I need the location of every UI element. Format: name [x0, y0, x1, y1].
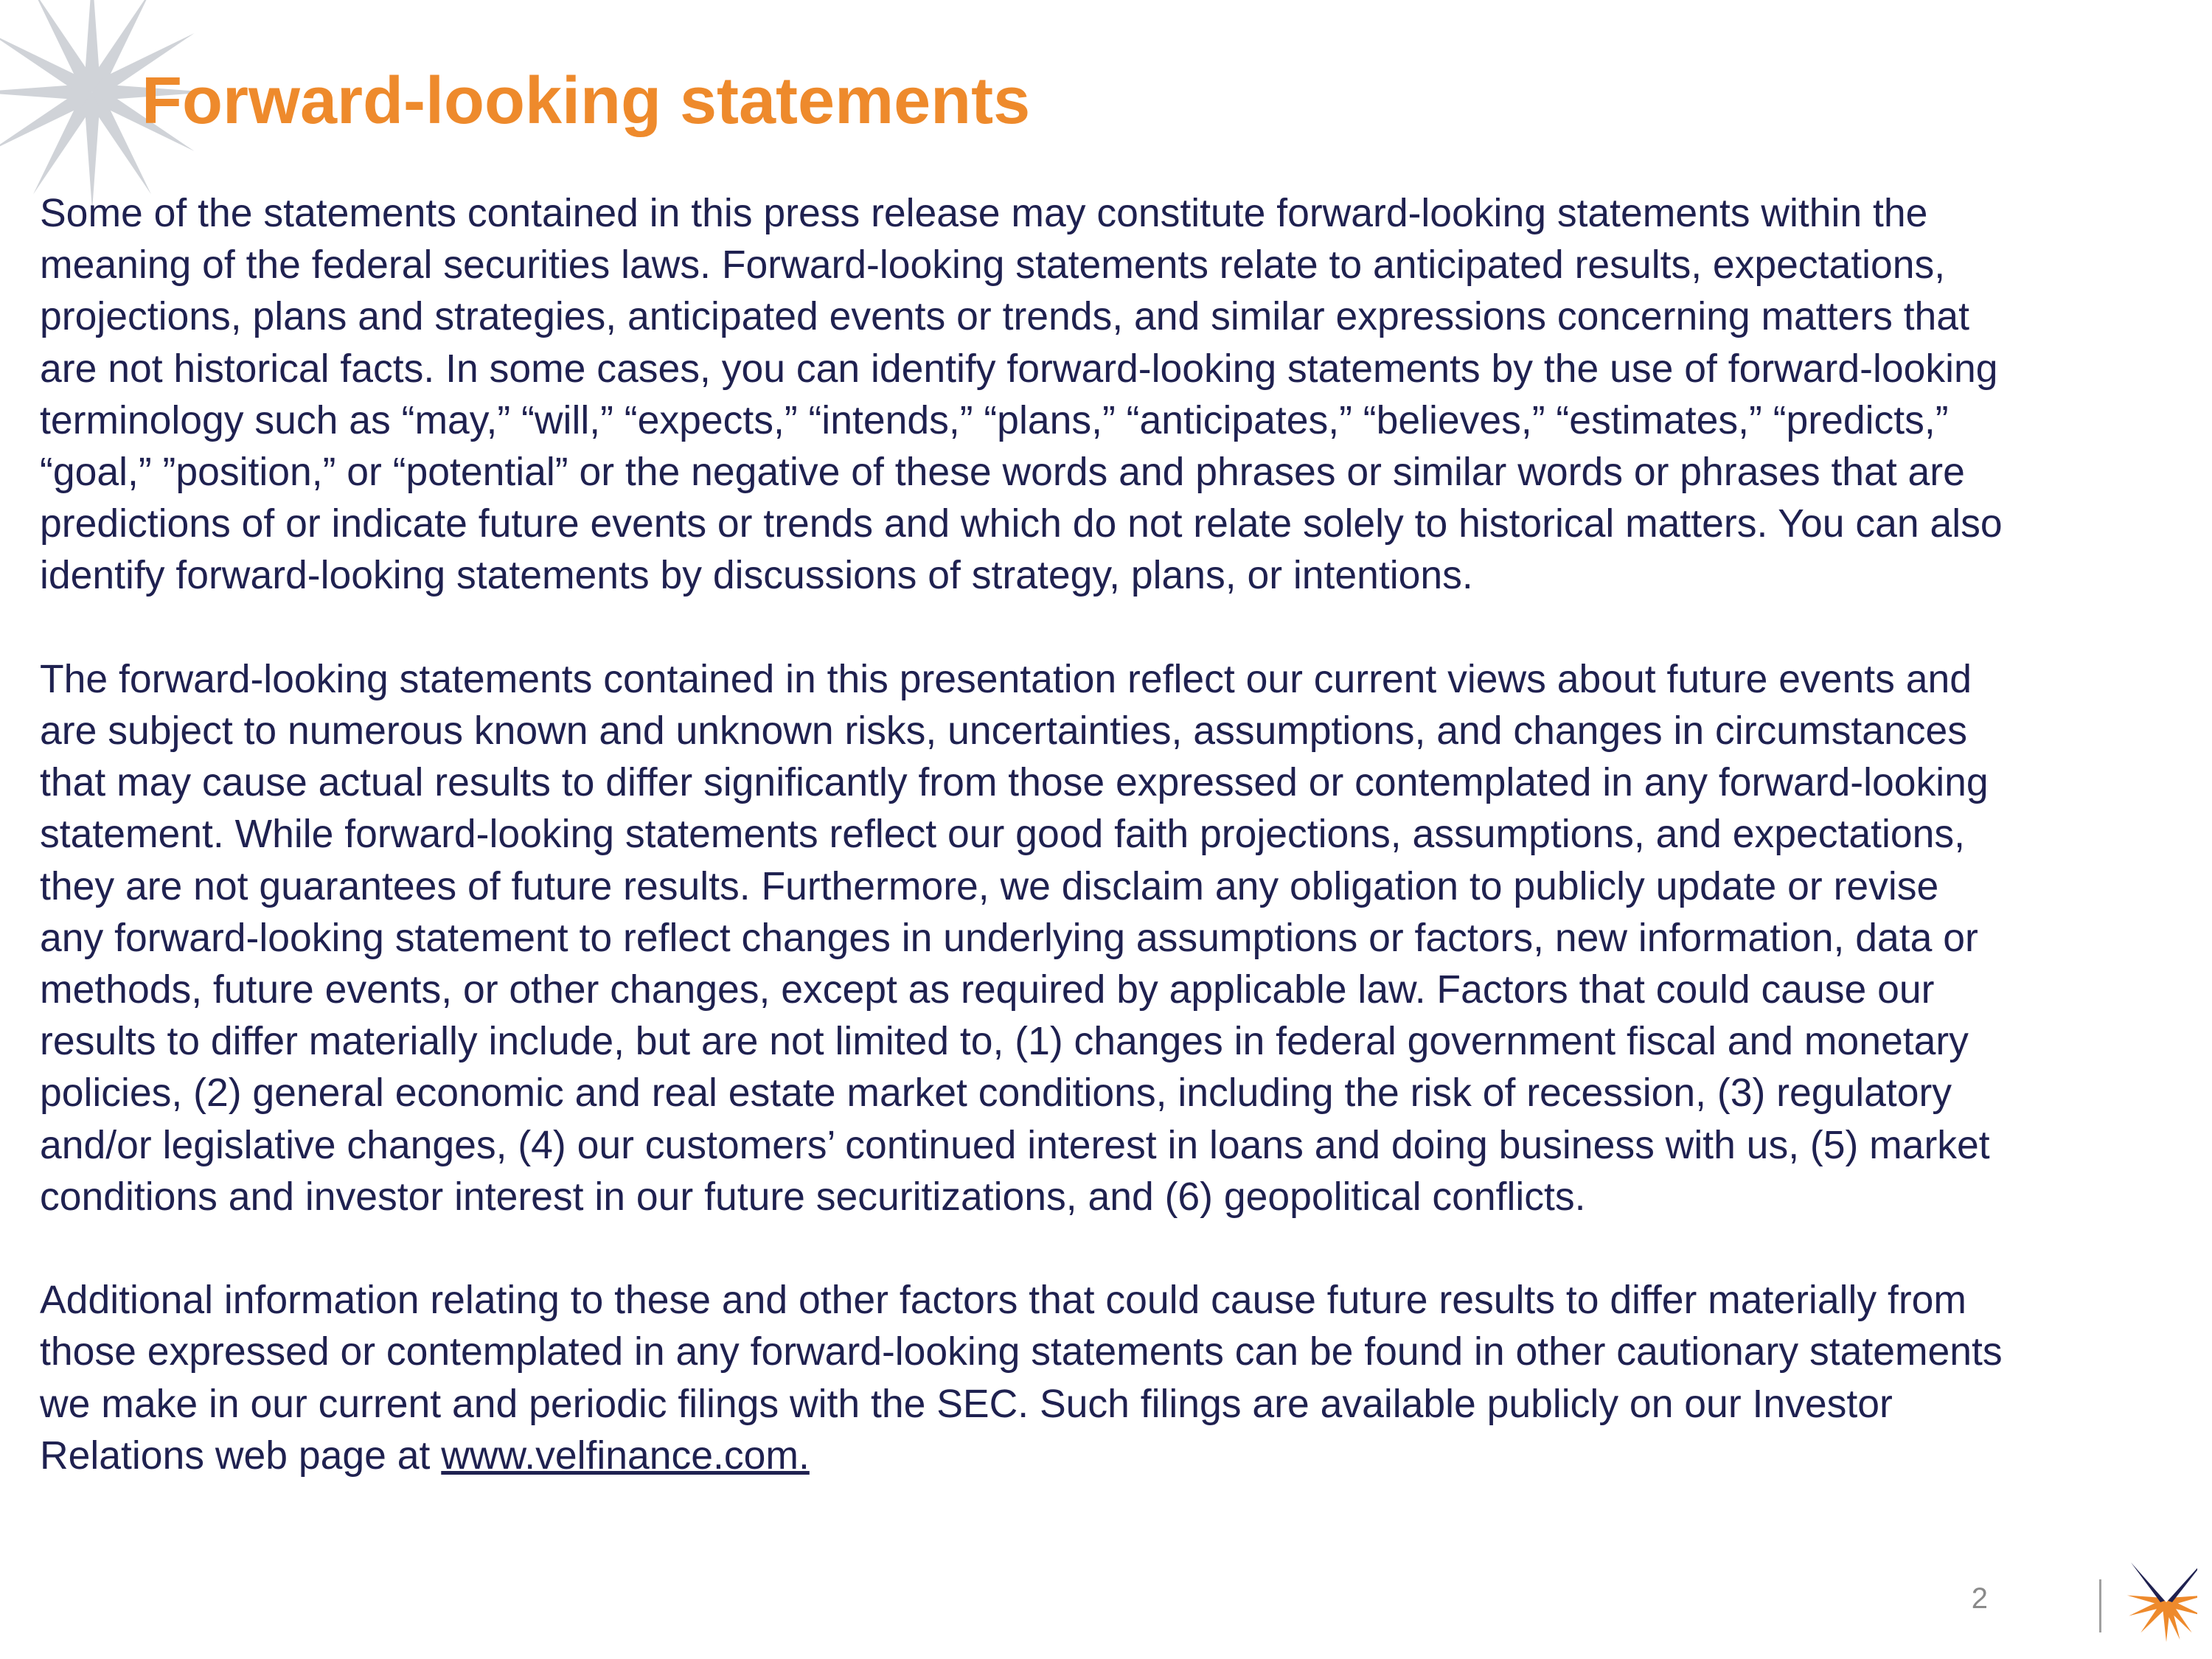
- document-body: [40, 188, 2200, 1534]
- page-title: Forward-looking statements: [142, 64, 1031, 138]
- paragraph-additional-information-text: Additional information relating to these and other factors that could cause future results to differ materially from those expressed or contemplated in any forward-looking statements can be found in other cautionary statements we make in our current and periodic filings with the SEC. Such filings are available publicly on our Investor Relations web page at: [40, 1279, 2003, 1478]
- paragraph-risk-factors: The forward-looking statements contained in this presentation reflect our current views about future events and are subject to numerous known and unknown risks, uncertainties, assumptions, and changes in circumstances that may cause actual results to differ significantly from those expressed or contemplated in any forward-looking statement. While forward-looking statements reflect our good faith projections, assumptions, and expectations, they are not guarantees of future results. Furthermore, we disclaim any obligation to publicly update or revise any forward-looking statement to reflect changes in underlying assumptions or factors, new information, data or methods, future events, or other changes, except as required by applicable law. Factors that could cause our results to differ materially include, but are not limited to, (1) changes in federal government fiscal and monetary policies, (2) general economic and real estate market conditions, including the risk of recession, (3) regulatory and/or legislative changes, (4) our customers’ continued interest in loans and doing business with us, (5) market conditions and investor interest in our future securitizations, and (6) geopolitical conflicts.: [40, 657, 1990, 1219]
- investor-relations-link[interactable]: www.velfinance.com.: [441, 1433, 810, 1478]
- paragraph-additional-information: [40, 1275, 2200, 1482]
- paragraph-forward-looking-definition: Some of the statements contained in this press release may constitute forward-looking statements within the meaning of the federal securities laws. Forward-looking statements relate to anticipated results, expectations, projections, plans and strategies, anticipated events or trends, and similar expressions concerning matters that are not historical facts. In some cases, you can identify forward-looking statements by the use of forward-looking terminology such as “may,” “will,” “expects,” “intends,” “plans,” “anticipates,” “believes,” “estimates,” “predicts,” “goal,” ”position,” or “potential” or the negative of these words and phrases or similar words or phrases that are predictions of or indicate future events or trends and which do not relate solely to historical matters. You can also identify forward-looking statements by discussions of strategy, plans, or intentions.: [40, 192, 2003, 598]
- footer: [1755, 1526, 2197, 1644]
- velocity-logo: [1755, 1526, 2197, 1644]
- page-number: 2: [1971, 1582, 1988, 1615]
- starburst-logo-icon: [2126, 1555, 2197, 1642]
